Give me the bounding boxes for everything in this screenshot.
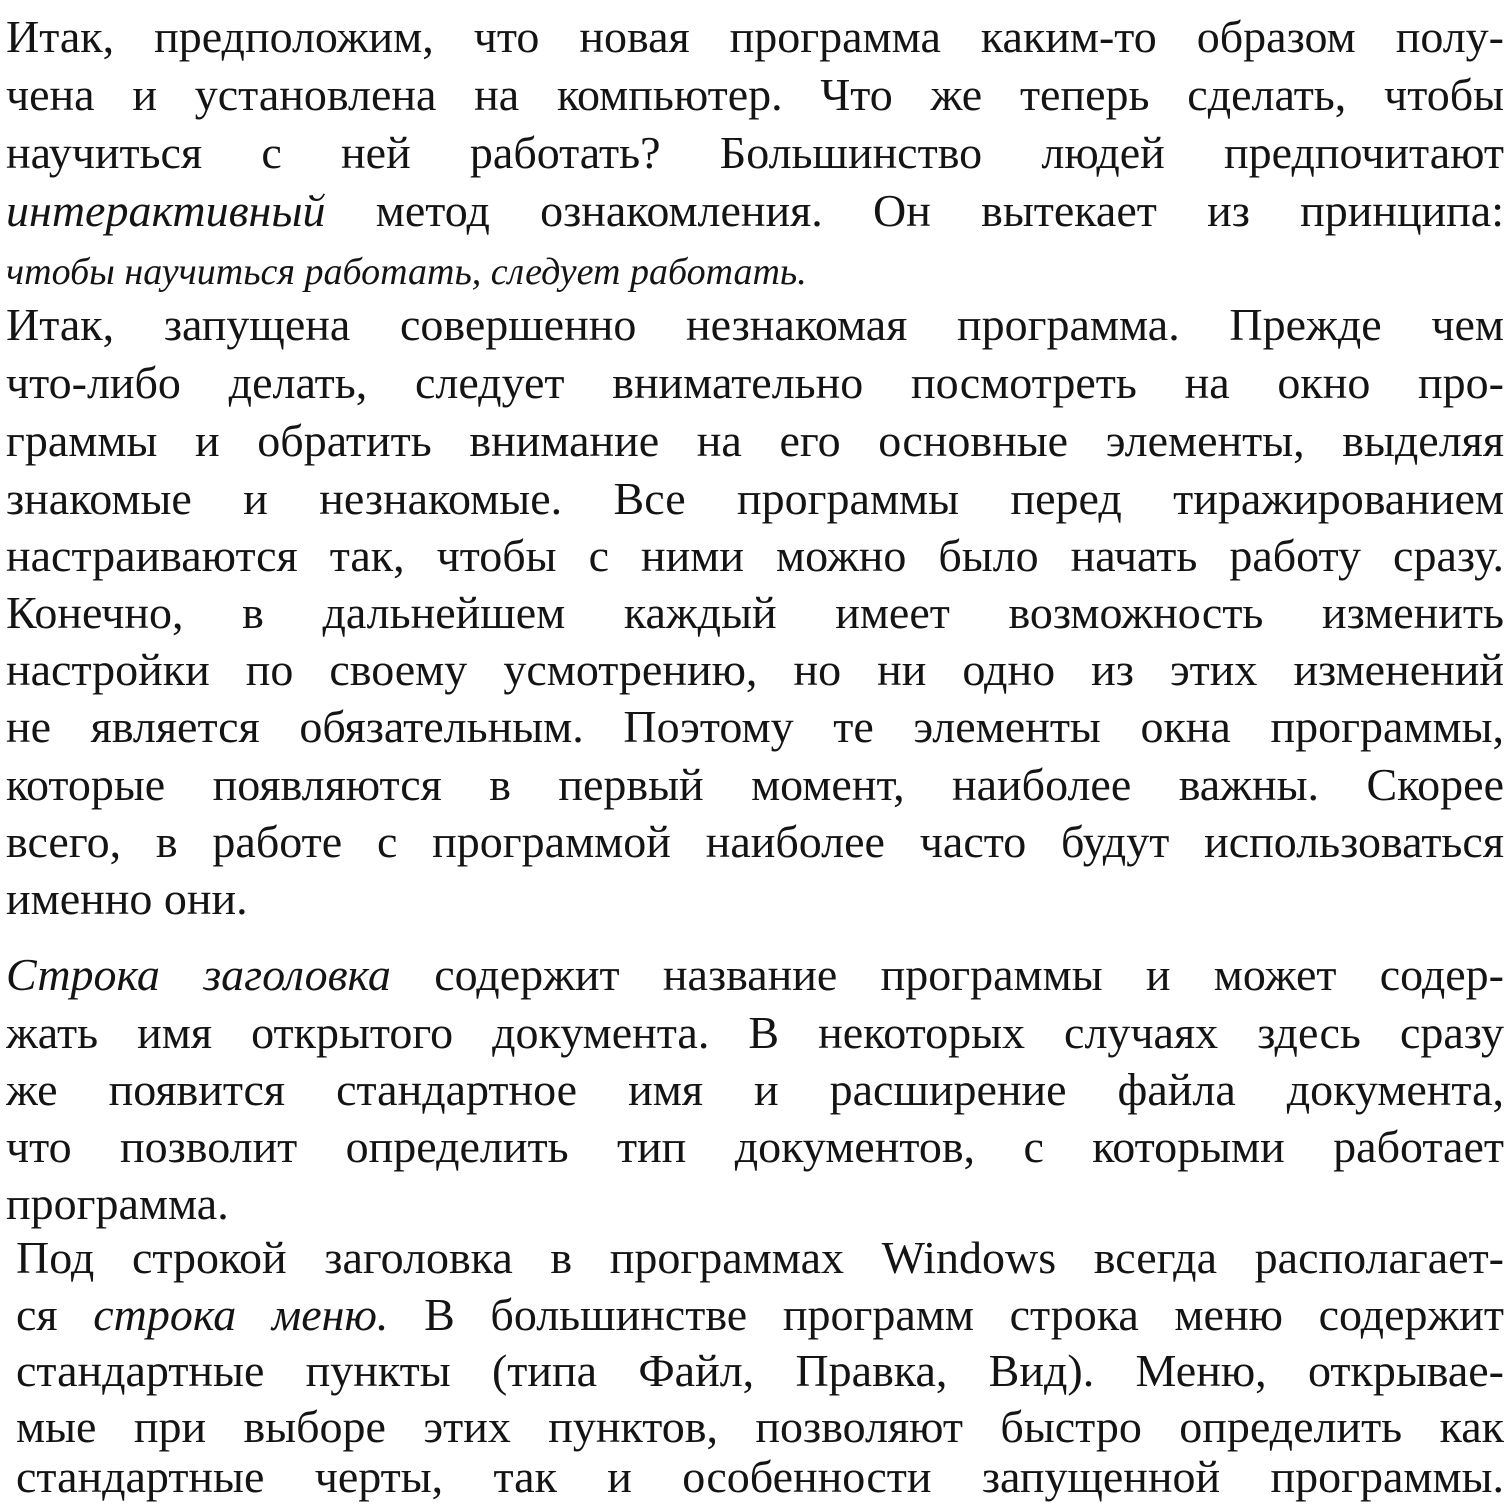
line-text: граммы и обратить внимание на его основные элементы, выделяя	[6, 415, 1504, 466]
line-text: стандартные пункты (типа Файл, Правка, Вид). Меню, открывае-	[16, 1345, 1504, 1396]
line-text: не является обязательным. Поэтому те элементы окна программы,	[6, 701, 1504, 752]
text-line	[6, 124, 1504, 182]
line-text: же появится стандартное имя и расширение файла документа,	[6, 1064, 1504, 1115]
line-text: Итак, запущена совершенно незнакомая программа. Прежде чем	[6, 299, 1504, 350]
line-text: настраиваются так, чтобы с ними можно было начать работу сразу.	[6, 530, 1504, 581]
emphasis-phrase: чтобы научиться работать, следует работать.	[6, 251, 807, 293]
emphasis-term: интерактивный	[6, 185, 326, 236]
text-line	[6, 470, 1504, 528]
line-text: мые при выборе этих пунктов, позволяют быстро определить как	[16, 1401, 1504, 1452]
emphasis-term: Строка заголовка	[6, 949, 391, 1000]
emphasis-term: строка меню.	[93, 1289, 389, 1340]
text-line	[16, 1448, 1504, 1506]
text-line	[6, 1175, 1504, 1233]
text-line	[6, 412, 1504, 470]
text-line	[6, 8, 1504, 66]
text-line	[16, 1286, 1504, 1344]
line-text: Под строкой заголовка в программах Windows всегда располагает-	[16, 1232, 1504, 1283]
line-text: метод ознакомления. Он вытекает из принципа:	[325, 185, 1504, 236]
line-text: стандартные черты, так и особенности запущенной программы.	[16, 1451, 1504, 1502]
line-text: что-либо делать, следует внимательно посмотреть на окно про-	[6, 357, 1504, 408]
text-line	[6, 296, 1504, 354]
text-line	[6, 66, 1504, 124]
line-text: которые появляются в первый момент, наиболее важны. Скорее	[6, 759, 1504, 810]
line-text: ся	[16, 1289, 94, 1340]
text-line	[6, 354, 1504, 412]
line-text: всего, в работе с программой наиболее часто будут использоваться	[6, 816, 1504, 867]
text-line	[6, 813, 1504, 871]
text-line	[6, 182, 1504, 240]
text-line	[6, 870, 1504, 928]
line-text: В большинстве программ строка меню содержит	[388, 1289, 1504, 1340]
line-text: именно они.	[6, 873, 248, 924]
text-line	[6, 584, 1504, 642]
line-text: программа.	[6, 1178, 229, 1229]
line-text: настройки по своему усмотрению, но ни одно из этих изменений	[6, 644, 1504, 695]
text-line	[6, 946, 1504, 1004]
text-line	[16, 1342, 1504, 1400]
line-text: Итак, предположим, что новая программа каким-то образом полу-	[6, 11, 1504, 62]
line-text: что позволит определить тип документов, с которыми работает	[6, 1121, 1504, 1172]
line-text: Конечно, в дальнейшем каждый имеет возможность изменить	[6, 587, 1504, 638]
text-line	[6, 527, 1504, 585]
text-line	[6, 1118, 1504, 1176]
text-line	[6, 243, 1504, 301]
line-text: содержит название программы и может содер-	[390, 949, 1504, 1000]
line-text: чена и установлена на компьютер. Что же теперь сделать, чтобы	[6, 69, 1504, 120]
line-text: научиться с ней работать? Большинство людей предпочитают	[6, 127, 1504, 178]
text-line	[6, 641, 1504, 699]
line-text: жать имя открытого документа. В некоторых случаях здесь сразу	[6, 1007, 1504, 1058]
text-line	[16, 1229, 1504, 1287]
text-line	[6, 1061, 1504, 1119]
text-line	[6, 756, 1504, 814]
text-line	[6, 698, 1504, 756]
text-line	[6, 1004, 1504, 1062]
line-text: знакомые и незнакомые. Все программы перед тиражированием	[6, 473, 1504, 524]
